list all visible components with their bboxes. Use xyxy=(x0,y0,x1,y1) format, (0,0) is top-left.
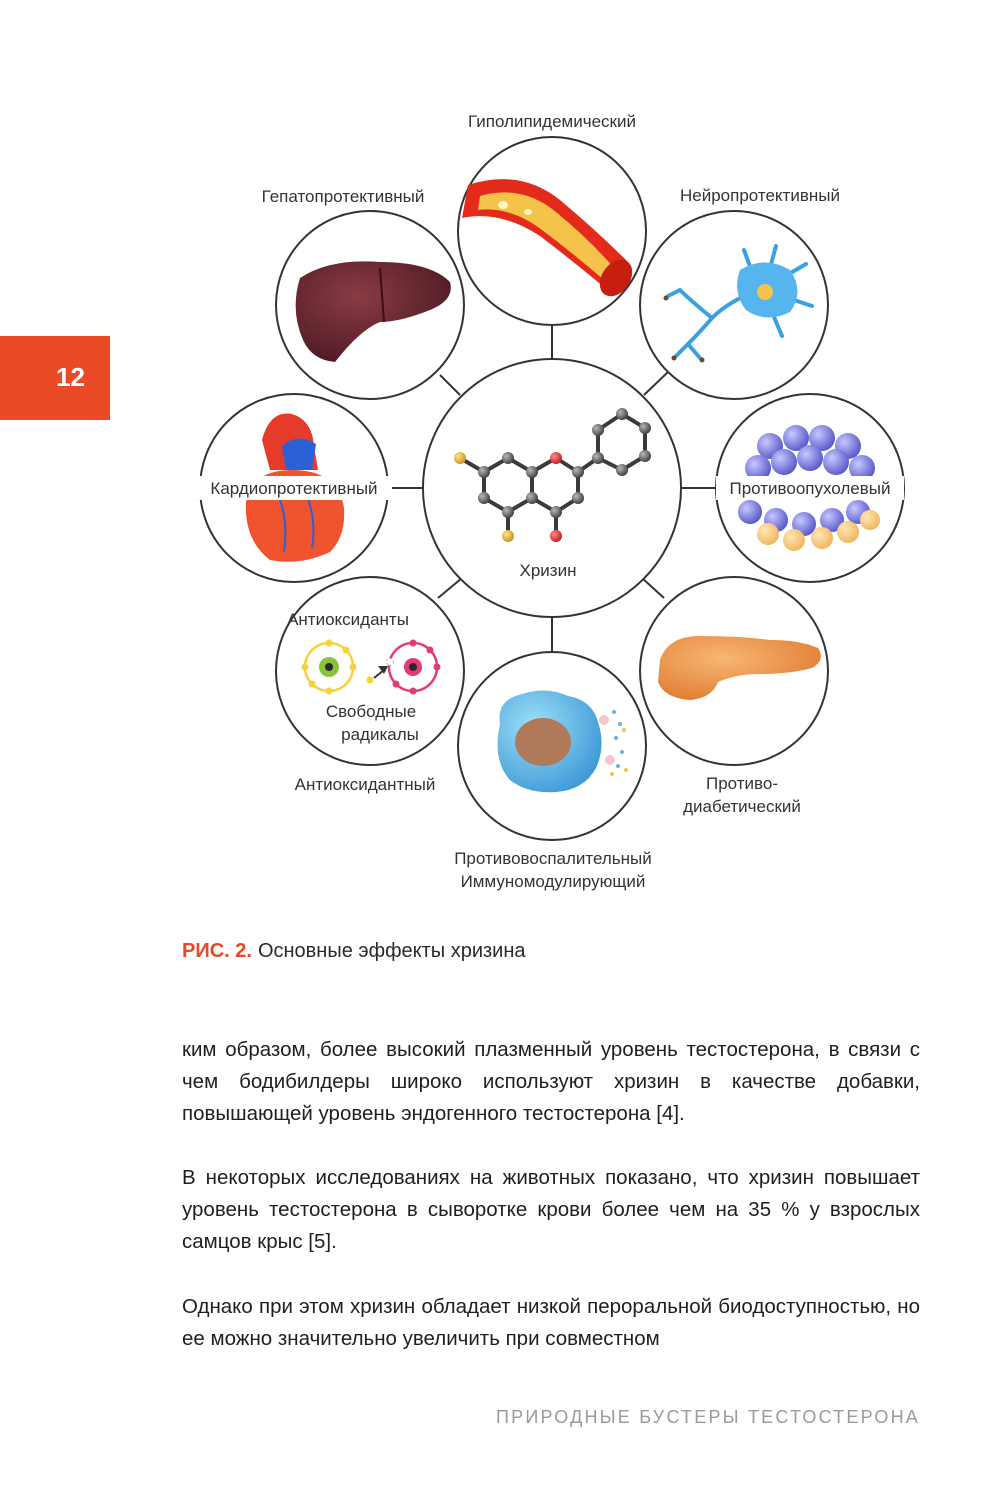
label-free-radicals-line2: радикалы xyxy=(341,725,419,744)
figure-caption-text: Основные эффекты хризина xyxy=(257,940,526,962)
figure-number: РИС. 2. xyxy=(182,940,252,962)
body-paragraph-1: ким образом, более высокий плазменный уровень тестостерона, в связи с чем бодибилдеры широко используют хризин в качестве добавки, повышающей уровень эндогенного тестостерона [4]. xyxy=(182,1038,920,1125)
page-number: 12 xyxy=(56,362,85,392)
body-paragraph-3: Однако при этом хризин обладает низкой пероральной биодоступностью, но ее можно значительно увеличить при совместном xyxy=(182,1295,920,1350)
label-free-radicals-line1: Свободные xyxy=(325,702,417,721)
label-cardioprotective: Кардиопротективный xyxy=(210,479,378,498)
running-footer: ПРИРОДНЫЕ БУСТЕРЫ ТЕСТОСТЕРОНА xyxy=(495,1407,920,1427)
label-neuroprotective: Нейропротективный xyxy=(680,186,840,205)
center-label: Хризин xyxy=(519,561,577,580)
label-antidiabetic-line1: Противо- xyxy=(706,774,778,793)
label-hepatoprotective: Гепатопротективный xyxy=(261,187,425,206)
label-antidiabetic-line2: диабетический xyxy=(683,797,801,816)
neuroprotective-circle xyxy=(640,211,828,399)
body-paragraph-2: В некоторых исследованиях на животных показано, что хризин повышает уровень тестостерона в сыворотке крови более чем на 35 % у взрослых самцов крыс [5]. xyxy=(182,1166,920,1253)
label-antioxidant: Антиоксидантный xyxy=(294,775,436,794)
label-antitumor: Противоопухолевый xyxy=(729,479,891,498)
label-antiinflammatory: Противовоспалительный xyxy=(454,849,652,868)
label-hypolipidemic: Гиполипидемический xyxy=(468,112,636,131)
label-immunomodulating: Иммуномодулирующий xyxy=(460,872,646,891)
label-antioxidants: Антиоксиданты xyxy=(287,610,409,629)
figure-caption xyxy=(182,940,526,963)
